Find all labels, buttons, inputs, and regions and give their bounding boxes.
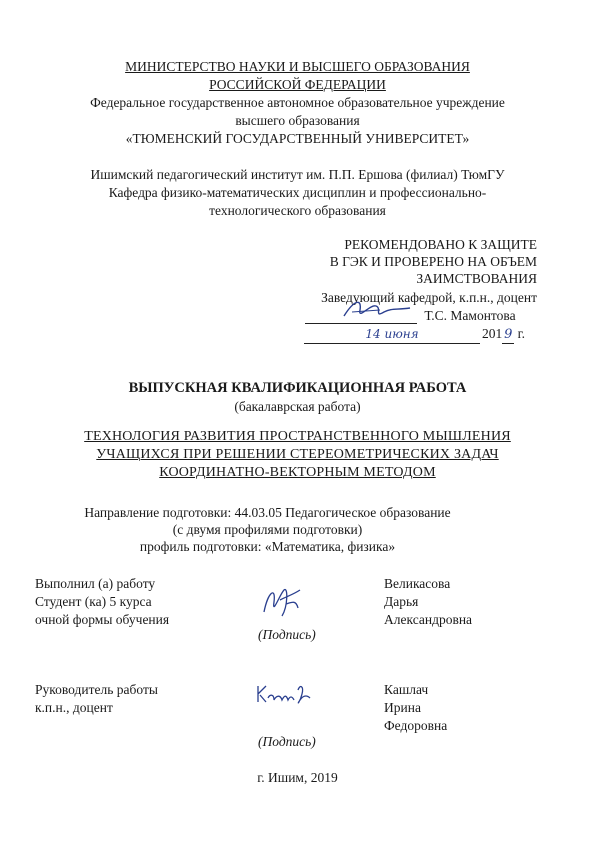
head-position: Заведующий кафедрой, к.п.н., доцент (321, 290, 537, 305)
approval-line-2: В ГЭК И ПРОВЕРЕНО НА ОБЪЕМ (329, 254, 537, 269)
direction-profiles: (с двумя профилями подготовки) (172, 522, 363, 537)
university-name: «ТЮМЕНСКИЙ ГОСУДАРСТВЕННЫЙ УНИВЕРСИТЕТ» (125, 131, 470, 146)
supervisor-surname: Кашлач (384, 682, 429, 697)
profile-line: профиль подготовки: «Математика, физика» (139, 539, 396, 554)
year-suffix: г. (514, 326, 526, 341)
ministry-line-2: РОССИЙСКОЙ ФЕДЕРАЦИИ (209, 77, 386, 92)
student-patronymic: Александровна (384, 612, 473, 627)
student-label-3: очной формы обучения (35, 612, 170, 627)
topic-line-1: ТЕХНОЛОГИЯ РАЗВИТИЯ ПРОСТРАНСТВЕННОГО МЫШЛЕНИЯ (84, 429, 511, 444)
student-first-name: Дарья (384, 594, 419, 609)
topic-line-3: КООРДИНАТНО-ВЕКТОРНЫМ МЕТОДОМ (159, 465, 436, 480)
supervisor-patronymic: Федоровна (384, 718, 448, 733)
city-year: г. Ишим, 2019 (257, 770, 338, 785)
supervisor-first-name: Ирина (384, 700, 421, 715)
student-label-2: Студент (ка) 5 курса (35, 594, 152, 609)
supervisor-signature-caption: (Подпись) (258, 734, 316, 749)
department-line-1: Кафедра физико-математических дисциплин и профессионально- (108, 185, 487, 200)
date-line (304, 325, 480, 344)
year-digit-line (502, 325, 514, 344)
direction-line: Направление подготовки: 44.03.05 Педагогическое образование (84, 505, 451, 520)
institution-type-line: Федеральное государственное автономное образовательное учреждение (90, 95, 505, 110)
education-level-line: высшего образования (235, 113, 360, 128)
work-title: ВЫПУСКНАЯ КВАЛИФИКАЦИОННАЯ РАБОТА (128, 380, 467, 396)
handwritten-year-digit: 9 (504, 327, 513, 342)
supervisor-signature-icon (252, 680, 314, 708)
approval-date-row (304, 325, 525, 344)
student-label-1: Выполнил (а) работу (35, 576, 156, 591)
approval-line-1: РЕКОМЕНДОВАНО К ЗАЩИТЕ (344, 237, 537, 252)
ministry-line-1: МИНИСТЕРСТВО НАУКИ И ВЫСШЕГО ОБРАЗОВАНИЯ (125, 59, 470, 74)
student-surname: Великасова (384, 576, 451, 591)
supervisor-label-1: Руководитель работы (35, 682, 158, 697)
approval-line-3: ЗАИМСТВОВАНИЯ (416, 271, 537, 286)
department-line-2: технологического образования (209, 203, 386, 218)
handwritten-date: 14 июня (365, 327, 419, 341)
student-signature-icon (258, 582, 306, 622)
student-signature-caption: (Подпись) (258, 627, 316, 642)
year-prefix: 201 (482, 326, 503, 341)
topic-line-2: УЧАЩИХСЯ ПРИ РЕШЕНИИ СТЕРЕОМЕТРИЧЕСКИХ ЗАДАЧ (96, 447, 499, 462)
head-signature-icon (340, 296, 420, 324)
supervisor-label-2: к.п.н., доцент (35, 700, 113, 715)
head-name: Т.С. Мамонтова (424, 308, 516, 323)
work-subtitle: (бакалаврская работа) (234, 399, 361, 414)
institute-name: Ишимский педагогический институт им. П.П. Ершова (филиал) ТюмГУ (90, 167, 505, 182)
